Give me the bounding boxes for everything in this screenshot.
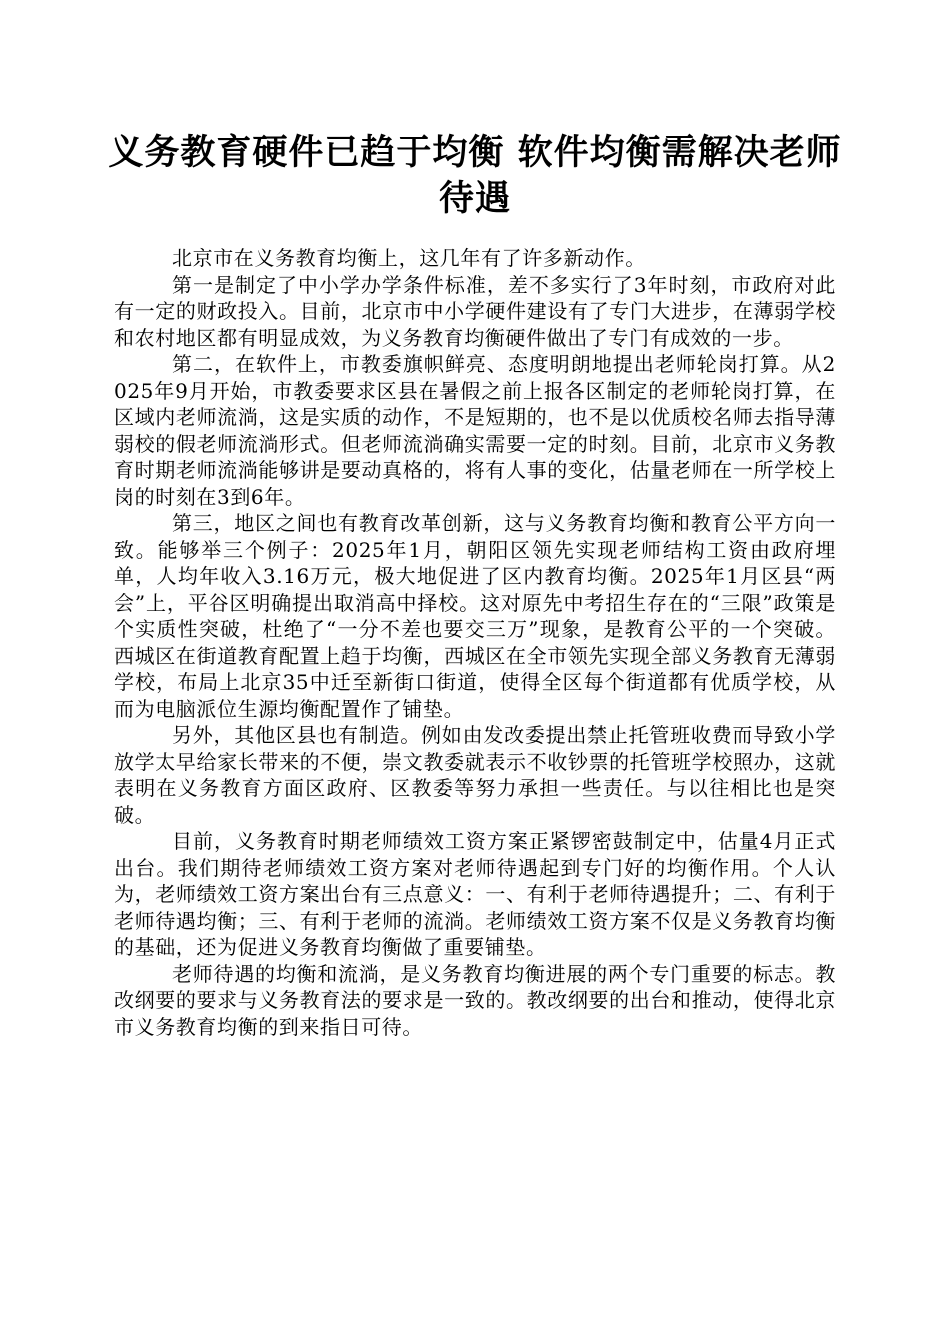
paragraph-second-point: 第二，在软件上，市教委旗帜鲜亮、态度明朗地提出老师轮岗打算。从2025年9月开始，市教委要求区县在暑假之前上报各区制定的老师轮岗打算，在区域内老师流淌，这是实质的动作，不是短期的，也不是以优质校名师去指导薄弱校的假老师流淌形式。但老师流淌确实需要一定的时刻。目前，北京市义务教育时期老师流淌能够讲是要动真格的，将有人事的变化，估量老师在一所学校上岗的时刻在3到6年。 (114, 352, 836, 509)
paragraph-first-point: 第一是制定了中小学办学条件标准，差不多实行了3年时刻，市政府对此有一定的财政投入。目前，北京市中小学硬件建设有了专门大进步，在薄弱学校和农村地区都有明显成效，为义务教育均衡硬件做出了专门有成效的一步。 (114, 272, 836, 350)
paragraph-intro: 北京市在义务教育均衡上，这几年有了许多新动作。 (172, 246, 646, 270)
paragraph-other-districts: 另外，其他区县也有制造。例如由发改委提出禁止托管班收费而导致小学放学太早给家长带来的不便，崇文教委就表示不收钞票的托管班学校照办，这就表明在义务教育方面区政府、区教委等努力承担一些责任。与以往相比也是突破。 (114, 723, 836, 827)
paragraph-performance-pay: 目前，义务教育时期老师绩效工资方案正紧锣密鼓制定中，估量4月正式出台。我们期待老师绩效工资方案对老师待遇起到专门好的均衡作用。个人认为，老师绩效工资方案出台有三点意义：一、有利于老师待遇提升；二、有利于老师待遇均衡；三、有利于老师的流淌。老师绩效工资方案不仅是义务教育均衡的基础，还为促进义务教育均衡做了重要铺垫。 (114, 829, 836, 959)
paragraph-third-point: 第三，地区之间也有教育改革创新，这与义务教育均衡和教育公平方向一致。能够举三个例子：2025年1月，朝阳区领先实现老师结构工资由政府埋单，人均年收入3.16万元，极大地促进了区内教育均衡。2025年1月区县“两会”上，平谷区明确提出取消高中择校。这对原先中考招生存在的“三限”政策是个实质性突破，杜绝了“一分不差也要交三万”现象，是教育公平的一个突破。西城区在街道教育配置上趋于均衡，西城区在全市领先实现全部义务教育无薄弱学校，布局上北京35中迁至新街口街道，使得全区每个街道都有优质学校，从而为电脑派位生源均衡配置作了铺垫。 (114, 511, 836, 721)
paragraph-conclusion: 老师待遇的均衡和流淌，是义务教育均衡进展的两个专门重要的标志。教改纲要的要求与义务教育法的要求是一致的。教改纲要的出台和推动，使得北京市义务教育均衡的到来指日可待。 (114, 961, 836, 1039)
document-title: 义务教育硬件已趋于均衡 软件均衡需解决老师待遇 (108, 132, 842, 219)
document-body (114, 245, 836, 1040)
